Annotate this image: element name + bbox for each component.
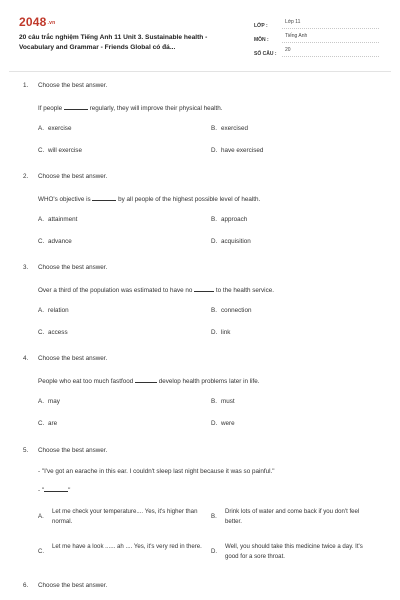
- question-stem: WHO's objective is by all people of the highest possible level of health.: [38, 196, 261, 203]
- meta-value: 20: [282, 47, 379, 57]
- option-c[interactable]: C. access: [38, 329, 68, 336]
- option-c[interactable]: C. advance: [38, 238, 72, 245]
- option-d[interactable]: D. link: [211, 329, 231, 336]
- question-stem: Over a third of the population was estimated to have no to the health service.: [38, 287, 274, 294]
- question-stem: If people regularly, they will improve their physical health.: [38, 105, 223, 112]
- question-instruction: Choose the best answer.: [38, 264, 108, 271]
- option-d[interactable]: D. acquisition: [211, 238, 251, 245]
- question-instruction: Choose the best answer.: [38, 173, 108, 180]
- question-number: 3.: [23, 264, 29, 271]
- question-dialog-line-1: - "I've got an earache in this ear. I couldn't sleep last night because it was so painful.": [38, 468, 275, 475]
- quiz-page: 2048.vn 20 câu trắc nghiệm Tiếng Anh 11 Unit 3. Sustainable health - Vocabulary and Grammar - Friends Global có đá... LỚP : Lớp 11 MÔN : Tiếng Anh SỐ CÂU : 20 1. Choose the best answer. If people regularly, they will improve their physical health. A. exercise B. exercised C. will exercise D. have exercised 2. Choose the best answer. WHO's objective is by all people of the highest possible level of health. A. attainment B. approach C. advance D. acquisition 3. Choose the best answer. Over a third of the population was estimated to have no to the health service. A. relation B. connection C. access D. link 4. Choose the best answer. People who eat too much fastfood develop health problems later in life. A. may B. must C. are D. were 5. Choose the best answer. - "I've got an earache in this ear. I couldn't sleep last night because it was so painful." - " " A. Let me check your temperature.... Yes, it's higher than normal. B. Drink lots of water and come back if you don't feel better. C. Let me have a look ...... ah .... Yes, it's very red in there. D. Well, you should take this medicine twice a day. It's good for a sore throat. 6. Choose the best answer.: [0, 0, 400, 600]
- meta-value: Lớp 11: [282, 19, 379, 29]
- answer-blank: [92, 194, 116, 201]
- option-a[interactable]: A. may: [38, 398, 60, 405]
- option-d[interactable]: D. have exercised: [211, 147, 264, 154]
- meta-label: LỚP :: [254, 23, 268, 29]
- option-b[interactable]: B. must: [211, 398, 235, 405]
- meta-row-question-count: [254, 43, 379, 57]
- question-instruction: Choose the best answer.: [38, 582, 108, 589]
- document-title: 20 câu trắc nghiệm Tiếng Anh 11 Unit 3. Sustainable health - Vocabulary and Grammar - Friends Global có đá...: [19, 34, 208, 51]
- question-instruction: Choose the best answer.: [38, 355, 108, 362]
- question-number: 6.: [23, 582, 29, 589]
- site-logo[interactable]: 2048.vn: [19, 15, 56, 29]
- option-a[interactable]: A. exercise: [38, 125, 72, 132]
- header-divider: [9, 71, 391, 72]
- meta-row-subject: [254, 29, 379, 43]
- question-instruction: Choose the best answer.: [38, 447, 108, 454]
- option-c[interactable]: C. will exercise: [38, 147, 82, 154]
- meta-label: MÔN :: [254, 37, 269, 43]
- question-instruction: Choose the best answer.: [38, 82, 108, 89]
- answer-blank: [135, 376, 157, 383]
- meta-row-class: [254, 15, 379, 29]
- option-d[interactable]: D. were: [211, 420, 235, 427]
- option-b[interactable]: B. approach: [211, 216, 248, 223]
- question-number: 2.: [23, 173, 29, 180]
- option-a[interactable]: A. relation: [38, 307, 69, 314]
- question-dialog-line-2: - " ": [38, 487, 71, 494]
- option-c[interactable]: C. are: [38, 420, 58, 427]
- question-number: 1.: [23, 82, 29, 89]
- question-number: 4.: [23, 355, 29, 362]
- answer-blank: [64, 103, 88, 110]
- question-number: 5.: [23, 447, 29, 454]
- option-b[interactable]: B. exercised: [211, 125, 248, 132]
- question-stem: People who eat too much fastfood develop health problems later in life.: [38, 378, 260, 385]
- answer-blank: [44, 485, 68, 492]
- meta-value: Tiếng Anh: [282, 33, 379, 43]
- option-a[interactable]: A. attainment: [38, 216, 78, 223]
- answer-blank: [194, 285, 214, 292]
- meta-label: SỐ CÂU :: [254, 51, 277, 57]
- option-b[interactable]: B. connection: [211, 307, 252, 314]
- document-meta: [254, 15, 379, 57]
